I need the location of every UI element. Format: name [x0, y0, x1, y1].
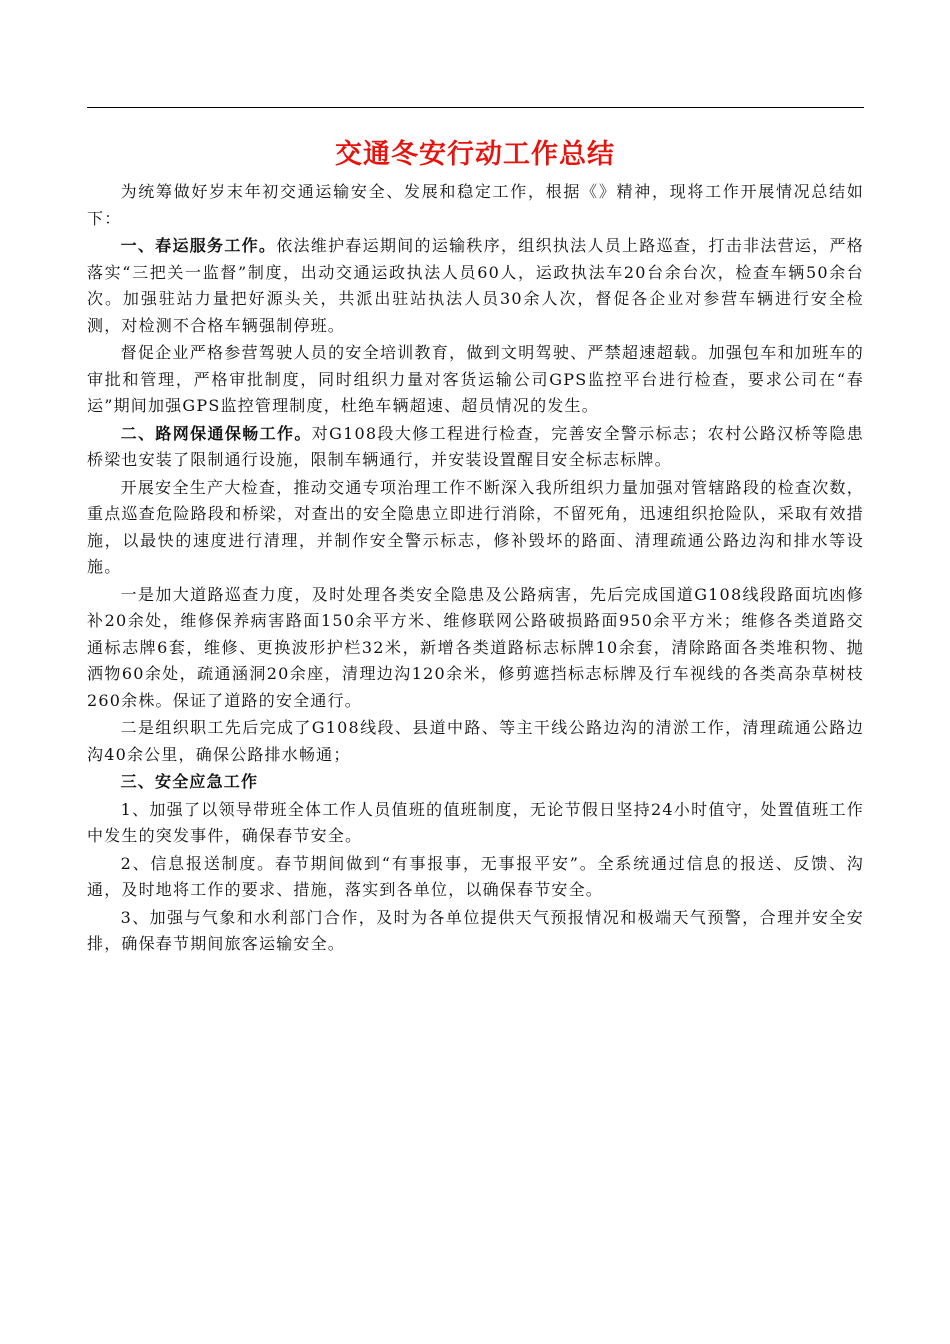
paragraph-text: 1、加强了以领导带班全体工作人员值班的值班制度，无论节假日坚持24小时值守，处置值班工作中发生的突发事件，确保春节安全。 [87, 799, 864, 845]
section-1-paragraph-2 [87, 340, 864, 420]
document-title: 交通冬安行动工作总结 [335, 139, 615, 170]
section-2-paragraph-4 [87, 715, 864, 768]
section-3-heading-paragraph [87, 769, 864, 796]
section-3-item-3 [87, 905, 864, 958]
section-1-paragraph [87, 233, 864, 339]
intro-paragraph [87, 179, 864, 232]
paragraph-text: 2、信息报送制度。春节期间做到“有事报事，无事报平安”。全系统通过信息的报送、反馈、沟通，及时地将工作的要求、措施，落实到各单位，以确保春节安全。 [87, 853, 864, 899]
paragraph-text: 督促企业严格参营驾驶人员的安全培训教育，做到文明驾驶、严禁超速超载。加强包车和加班车的审批和管理，严格审批制度，同时组织力量对客货运输公司GPS监控平台进行检查，要求公司在“春运”期间加强GPS监控管理制度，杜绝车辆超速、超员情况的发生。 [87, 343, 864, 415]
document-body [87, 179, 864, 959]
section-heading: 一、春运服务工作。 [120, 236, 277, 255]
section-2-paragraph [87, 421, 864, 474]
section-2-paragraph-2 [87, 475, 864, 581]
section-3-item-1 [87, 797, 864, 850]
paragraph-text: 对G108段大修工程进行检查，完善安全警示标志；农村公路汉桥等隐患桥梁也安装了限制通行设施，限制车辆通行，并安装设置醒目安全标志标牌。 [87, 423, 864, 469]
section-heading: 二、路网保通保畅工作。 [120, 423, 312, 443]
section-3-item-2 [87, 851, 864, 904]
paragraph-text: 为统筹做好岁末年初交通运输安全、发展和稳定工作，根据《》精神，现将工作开展情况总结如下： [87, 182, 864, 228]
paragraph-text: 二是组织职工先后完成了G108线段、县道中路、等主干线公路边沟的清淤工作，清理疏通公路边沟40余公里，确保公路排水畅通； [87, 718, 864, 764]
section-heading: 三、安全应急工作 [120, 772, 259, 791]
section-2-paragraph-3 [87, 582, 864, 715]
paragraph-text: 开展安全生产大检查，推动交通专项治理工作不断深入我所组织力量加强对管辖路段的检查次数，重点巡查危险路段和桥梁，对查出的安全隐患立即进行消除，不留死角，迅速组织抢险队，采取有效措施，以最快的速度进行清理，并制作安全警示标志，修补毁坏的路面、清理疏通公路边沟和排水等设施。 [87, 477, 864, 576]
header-rule [87, 107, 864, 108]
paragraph-text: 一是加大道路巡查力度，及时处理各类安全隐患及公路病害，先后完成国道G108线段路面坑凼修补20余处，维修保养病害路面150余平方米、维修联网公路破损路面950余平方米；维修各类道路交通标志牌6套，维修、更换波形护栏32米，新增各类道路标志标牌10余套，清除路面各类堆积物、抛洒物60余处，疏通涵洞20余座，清理边沟120余米，修剪遮挡标志标牌及行车视线的各类高杂草树枝260余株。保证了道路的安全通行。 [87, 584, 864, 710]
paragraph-text: 3、加强与气象和水利部门合作，及时为各单位提供天气预报情况和极端天气预警，合理并安全安排，确保春节期间旅客运输安全。 [87, 907, 864, 953]
paragraph-text: 依法维护春运期间的运输秩序，组织执法人员上路巡查，打击非法营运，严格落实“三把关一监督”制度，出动交通运政执法人员60人，运政执法车20台余台次，检查车辆50余台次。加强驻站力量把好源头关，共派出驻站执法人员30余人次，督促各企业对参营车辆进行安全检测，对检测不合格车辆强制停班。 [87, 236, 864, 335]
